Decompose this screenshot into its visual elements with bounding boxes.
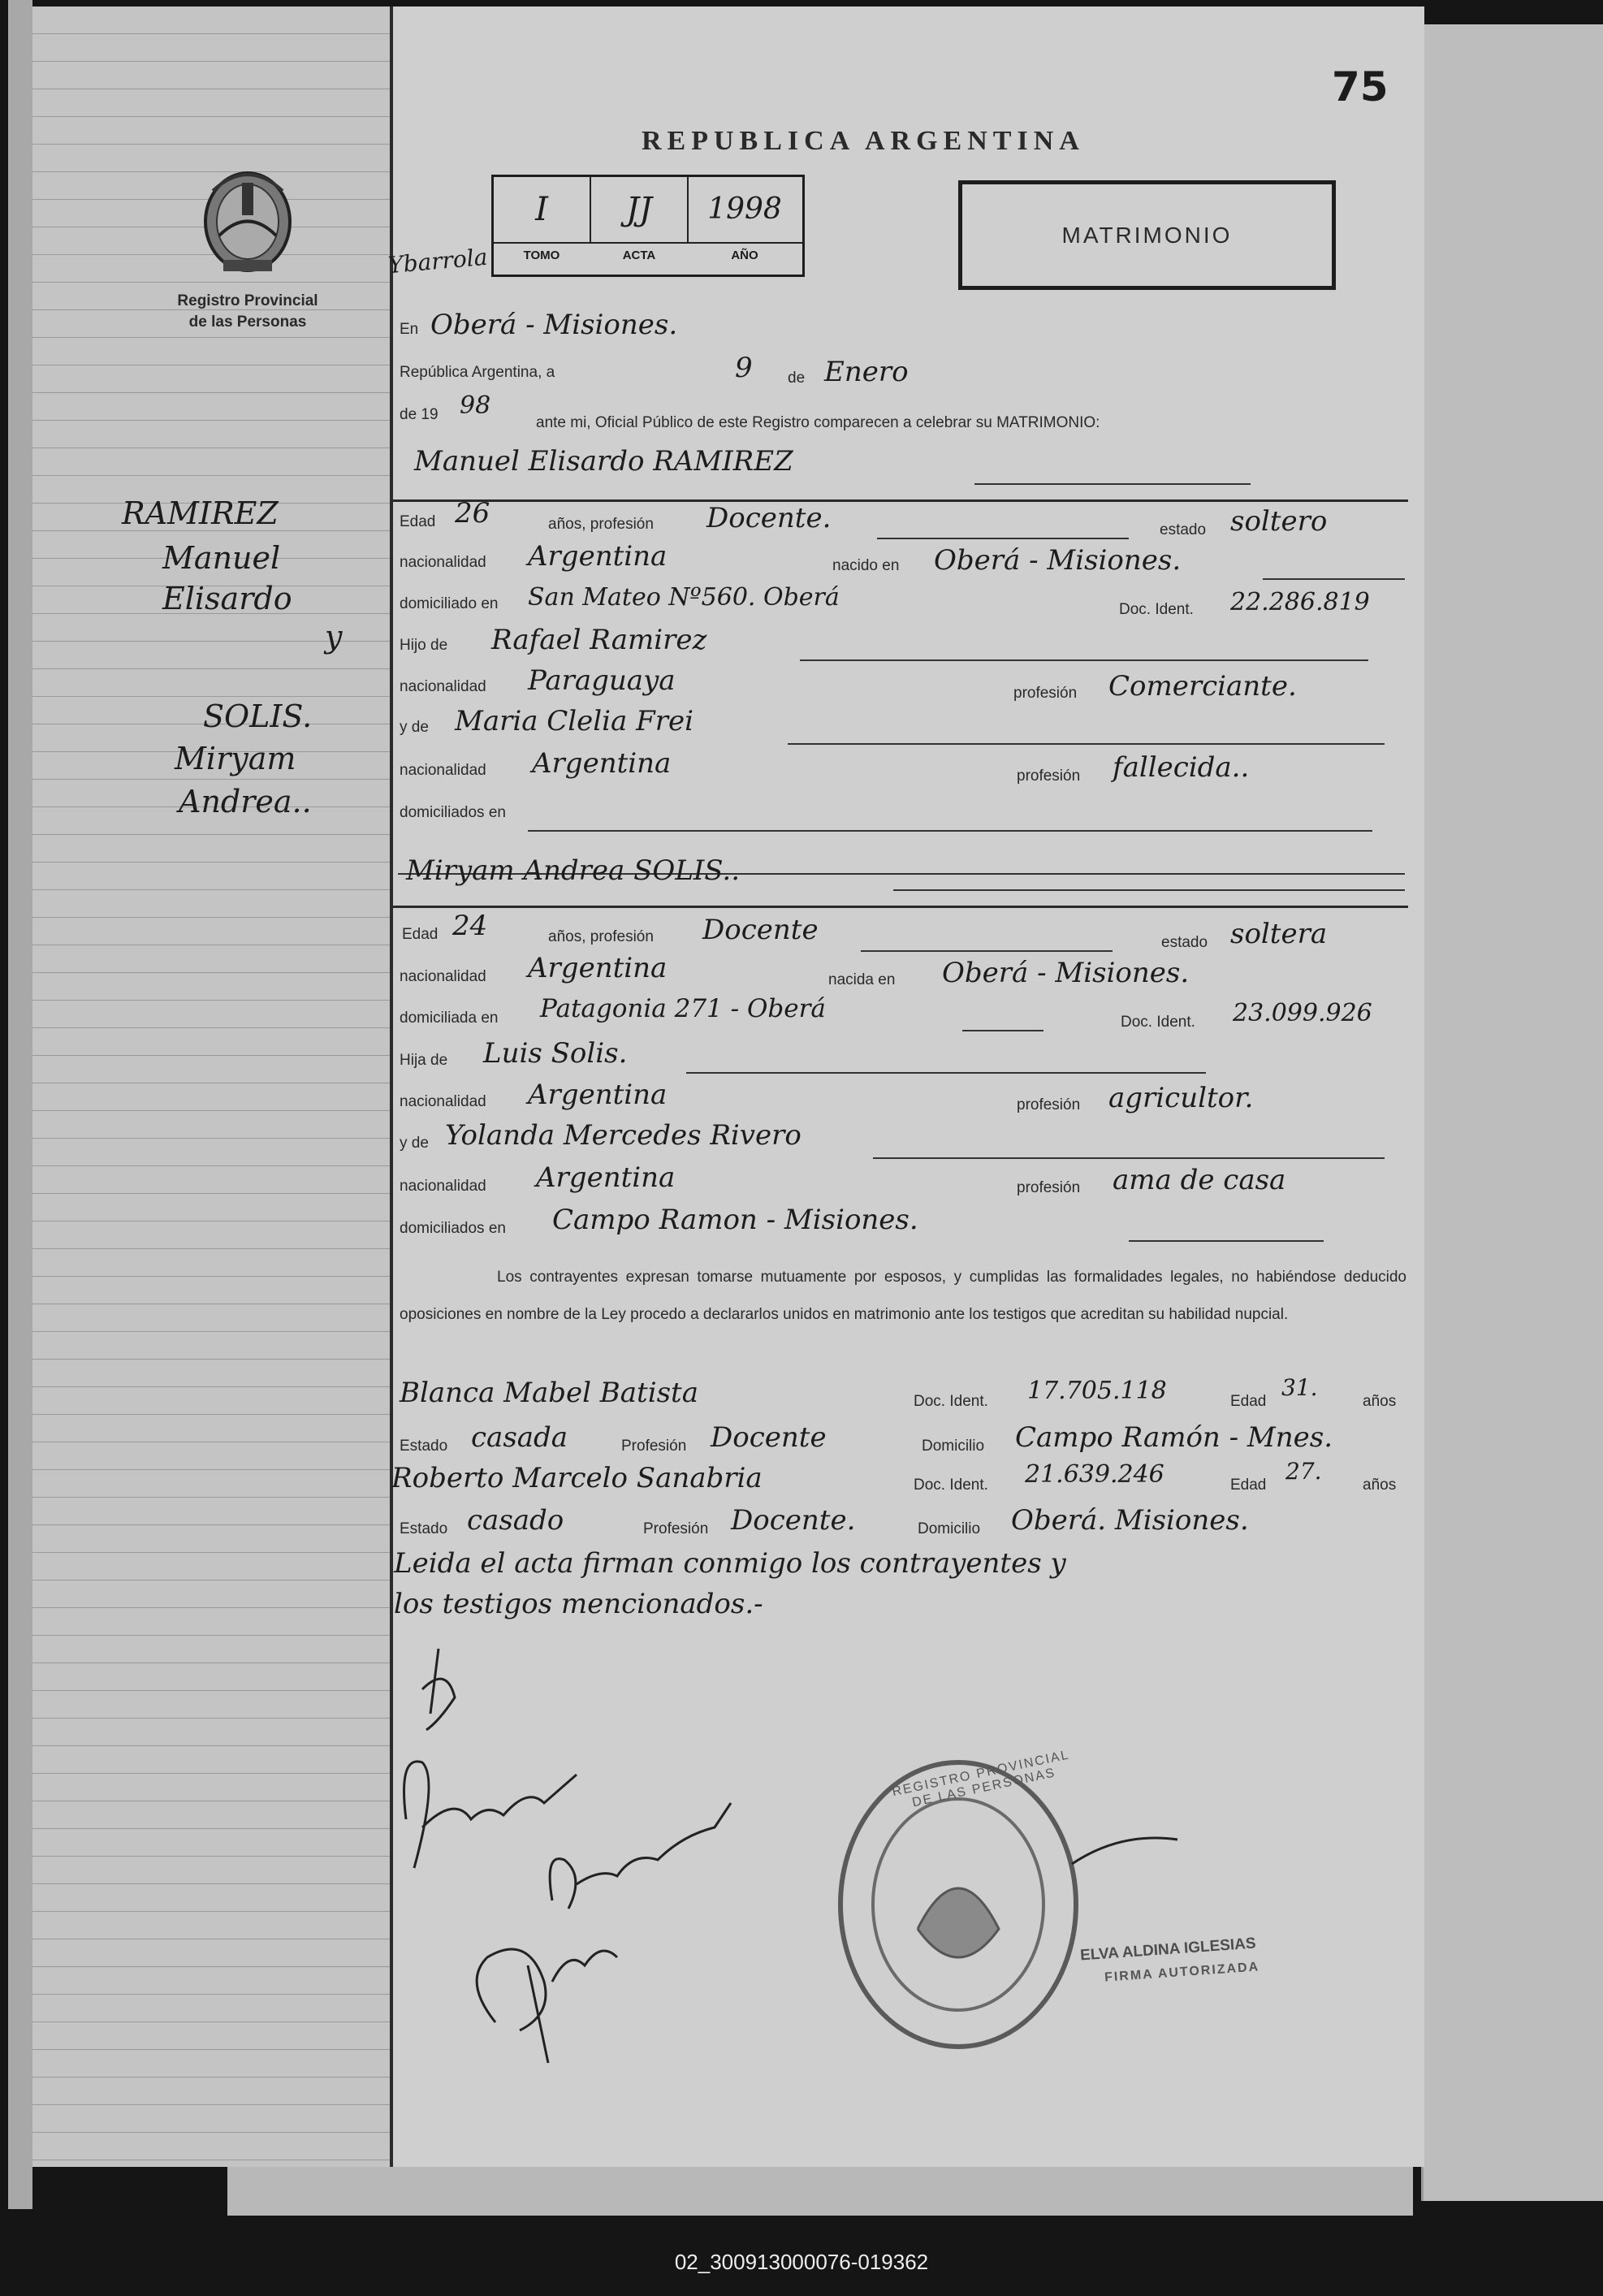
- stamp-official-title: FIRMA AUTORIZADA: [1104, 1960, 1260, 1985]
- groom-nac-label: nacionalidad: [400, 554, 486, 571]
- bride-profesion-label: años, profesión: [548, 928, 654, 945]
- tomo-value: I: [535, 191, 548, 228]
- declaration-paragraph: Los contrayentes expresan tomarse mutuamente por esposos, y cumplidas las formalidades legales, no habiéndose deducido oposiciones en nombre de la Ley procedo a declararlos unidos en matrimonio ante los testigos que acreditan su habilidad nupcial.: [400, 1269, 1406, 1323]
- bride-madre-prof-label: profesión: [1017, 1179, 1081, 1196]
- registry-handwritten-note: Ybarrola: [387, 243, 489, 279]
- day-value: 9: [735, 352, 753, 384]
- page-number: 75: [1332, 63, 1389, 110]
- groom-madre-nac-label: nacionalidad: [400, 762, 486, 779]
- witness2-profesion: Docente.: [731, 1504, 856, 1537]
- month-value: Enero: [824, 356, 909, 388]
- bride-profesion: Docente: [702, 914, 819, 946]
- footer-file-id: 02_300913000076-019362: [674, 2250, 929, 2274]
- groom-profesion-label: años, profesión: [548, 516, 654, 533]
- bride-padre-nac: Argentina: [528, 1079, 668, 1111]
- signature-official-initial: [422, 1649, 455, 1730]
- ano-value: 1998: [707, 192, 782, 226]
- groom-madre-prof-label: profesión: [1017, 767, 1081, 785]
- stamp-circle-text: REGISTRO PROVINCIAL DE LAS PERSONAS: [891, 1748, 1071, 1810]
- groom-madre-prof: fallecida..: [1113, 751, 1250, 784]
- bride-edad: 24: [452, 910, 488, 942]
- bride-domiciliados-label: domiciliados en: [400, 1220, 506, 1237]
- sidebar-note-surname2: SOLIS.: [203, 698, 313, 734]
- witness2-edad-label: Edad: [1230, 1477, 1267, 1494]
- bride-madre-nac: Argentina: [536, 1161, 676, 1194]
- page-fold: [8, 0, 32, 2209]
- groom-madre: Maria Clelia Frei: [455, 705, 693, 737]
- tomo-caption: TOMO: [523, 249, 560, 262]
- groom-padre-nac-label: nacionalidad: [400, 678, 486, 695]
- closing-line1: Leida el acta firman conmigo los contrayentes y: [394, 1547, 1066, 1580]
- groom-doc: 22.286.819: [1230, 588, 1370, 616]
- bride-domiciliados: Campo Ramon - Misiones.: [552, 1204, 918, 1236]
- groom-name: Manuel Elisardo RAMIREZ: [414, 445, 793, 478]
- sidebar-note-surname1: RAMIREZ: [122, 495, 279, 531]
- sidebar-note-name1b: Elisardo: [162, 581, 292, 616]
- witness1-estado-label: Estado: [400, 1438, 448, 1455]
- act-type-box: [958, 180, 1336, 290]
- groom-yde-label: y de: [400, 719, 429, 736]
- registry-name-line2: de las Personas: [188, 313, 307, 331]
- groom-nacido: Oberá - Misiones.: [934, 544, 1182, 577]
- groom-padre: Rafael Ramirez: [491, 624, 707, 656]
- witness1-doc: 17.705.118: [1027, 1377, 1167, 1405]
- witness1-profesion: Docente: [711, 1421, 827, 1454]
- witness2-domicilio-label: Domicilio: [918, 1520, 981, 1537]
- bride-padre-nac-label: nacionalidad: [400, 1093, 486, 1110]
- signature-witness: [477, 1949, 617, 2063]
- witness1-name: Blanca Mabel Batista: [400, 1377, 698, 1409]
- stamp-official-name: ELVA ALDINA IGLESIAS: [1079, 1935, 1257, 1965]
- signature-contrayente-2: [550, 1803, 731, 1909]
- witness1-estado: casada: [471, 1421, 568, 1454]
- signatures-area: [390, 1641, 877, 2095]
- bottom-page-edge: [227, 2167, 1413, 2216]
- groom-padre-prof: Comerciante.: [1108, 670, 1297, 703]
- bride-domicilio: Patagonia 271 - Oberá: [540, 994, 826, 1023]
- groom-nac: Argentina: [528, 540, 668, 573]
- bride-nac: Argentina: [528, 952, 668, 984]
- bride-hija-label: Hija de: [400, 1052, 448, 1069]
- witness2-doc: 21.639.246: [1025, 1460, 1164, 1489]
- witness1-domicilio: Campo Ramón - Mnes.: [1015, 1421, 1333, 1454]
- ano-caption: AÑO: [731, 249, 758, 262]
- bride-padre: Luis Solis.: [483, 1037, 628, 1070]
- bride-domicilio-label: domiciliada en: [400, 1010, 499, 1027]
- act-type-label: MATRIMONIO: [1061, 223, 1233, 248]
- bride-edad-label: Edad: [402, 926, 439, 943]
- groom-estado-label: estado: [1160, 521, 1207, 538]
- witness1-domicilio-label: Domicilio: [922, 1438, 985, 1455]
- bride-nac-label: nacionalidad: [400, 968, 486, 985]
- year-suffix: 98: [460, 391, 491, 420]
- opening-statement: ante mi, Oficial Público de este Registro comparecen a celebrar su MATRIMONIO:: [536, 414, 1100, 431]
- witness2-profesion-label: Profesión: [643, 1520, 709, 1537]
- closing-line2: los testigos mencionados.-: [394, 1588, 763, 1620]
- bride-madre-nac-label: nacionalidad: [400, 1178, 486, 1195]
- bride-name: Miryam Andrea SOLIS..: [406, 854, 741, 887]
- witness2-domicilio: Oberá. Misiones.: [1011, 1504, 1249, 1537]
- registry-box: [491, 175, 805, 277]
- groom-edad: 26: [455, 497, 490, 530]
- groom-profesion: Docente.: [706, 502, 832, 534]
- bride-nacida-label: nacida en: [828, 971, 896, 988]
- groom-estado: soltero: [1230, 505, 1328, 538]
- bride-nacida: Oberá - Misiones.: [942, 957, 1190, 989]
- bride-estado-label: estado: [1161, 934, 1208, 951]
- bride-doc: 23.099.926: [1233, 999, 1372, 1027]
- next-page-edge: [1421, 24, 1603, 2201]
- witness2-name: Roberto Marcelo Sanabria: [391, 1462, 763, 1494]
- witness2-doc-label: Doc. Ident.: [914, 1477, 988, 1494]
- witness2-estado: casado: [467, 1504, 564, 1537]
- bride-padre-prof-label: profesión: [1017, 1096, 1081, 1113]
- groom-domicilio-label: domiciliado en: [400, 595, 499, 612]
- witness1-anos-label: años: [1363, 1393, 1397, 1410]
- de-label: de: [788, 370, 806, 387]
- registry-name-line1: Registro Provincial: [177, 292, 318, 309]
- witness1-edad: 31.: [1281, 1374, 1318, 1401]
- groom-nacido-label: nacido en: [832, 557, 900, 574]
- en-label: En: [400, 321, 419, 338]
- sidebar-note-name2b: Andrea..: [179, 784, 312, 819]
- bride-padre-prof: agricultor.: [1108, 1082, 1254, 1114]
- groom-domiciliados-label: domiciliados en: [400, 804, 506, 821]
- coat-of-arms-icon: [195, 158, 300, 280]
- groom-doc-label: Doc. Ident.: [1119, 601, 1194, 618]
- place-value: Oberá - Misiones.: [430, 309, 678, 341]
- witness2-edad: 27.: [1285, 1458, 1322, 1485]
- witness1-edad-label: Edad: [1230, 1393, 1267, 1410]
- witness1-profesion-label: Profesión: [621, 1438, 687, 1455]
- groom-edad-label: Edad: [400, 513, 436, 530]
- bride-estado: soltera: [1230, 918, 1328, 950]
- bride-madre: Yolanda Mercedes Rivero: [445, 1119, 802, 1152]
- witness1-doc-label: Doc. Ident.: [914, 1393, 988, 1410]
- acta-value: JJ: [625, 191, 653, 228]
- bride-yde-label: y de: [400, 1135, 429, 1152]
- groom-domicilio: San Mateo Nº560. Oberá: [528, 583, 840, 612]
- republica-label: República Argentina, a: [400, 364, 555, 381]
- sidebar-note-name2a: Miryam: [175, 741, 296, 776]
- groom-padre-nac: Paraguaya: [528, 664, 676, 697]
- country-heading: REPUBLICA ARGENTINA: [642, 126, 1085, 156]
- witness2-anos-label: años: [1363, 1477, 1397, 1494]
- sidebar-note-conj: y: [325, 619, 343, 655]
- witness2-estado-label: Estado: [400, 1520, 448, 1537]
- groom-padre-prof-label: profesión: [1013, 685, 1078, 702]
- sidebar-note-name1a: Manuel: [162, 540, 281, 576]
- year-prefix: de 19: [400, 406, 439, 423]
- bride-doc-label: Doc. Ident.: [1121, 1014, 1195, 1031]
- acta-caption: ACTA: [622, 249, 656, 262]
- groom-hijo-label: Hijo de: [400, 637, 448, 654]
- bride-madre-prof: ama de casa: [1113, 1164, 1286, 1196]
- signature-contrayente-1: [404, 1762, 577, 1868]
- groom-madre-nac: Argentina: [532, 747, 672, 780]
